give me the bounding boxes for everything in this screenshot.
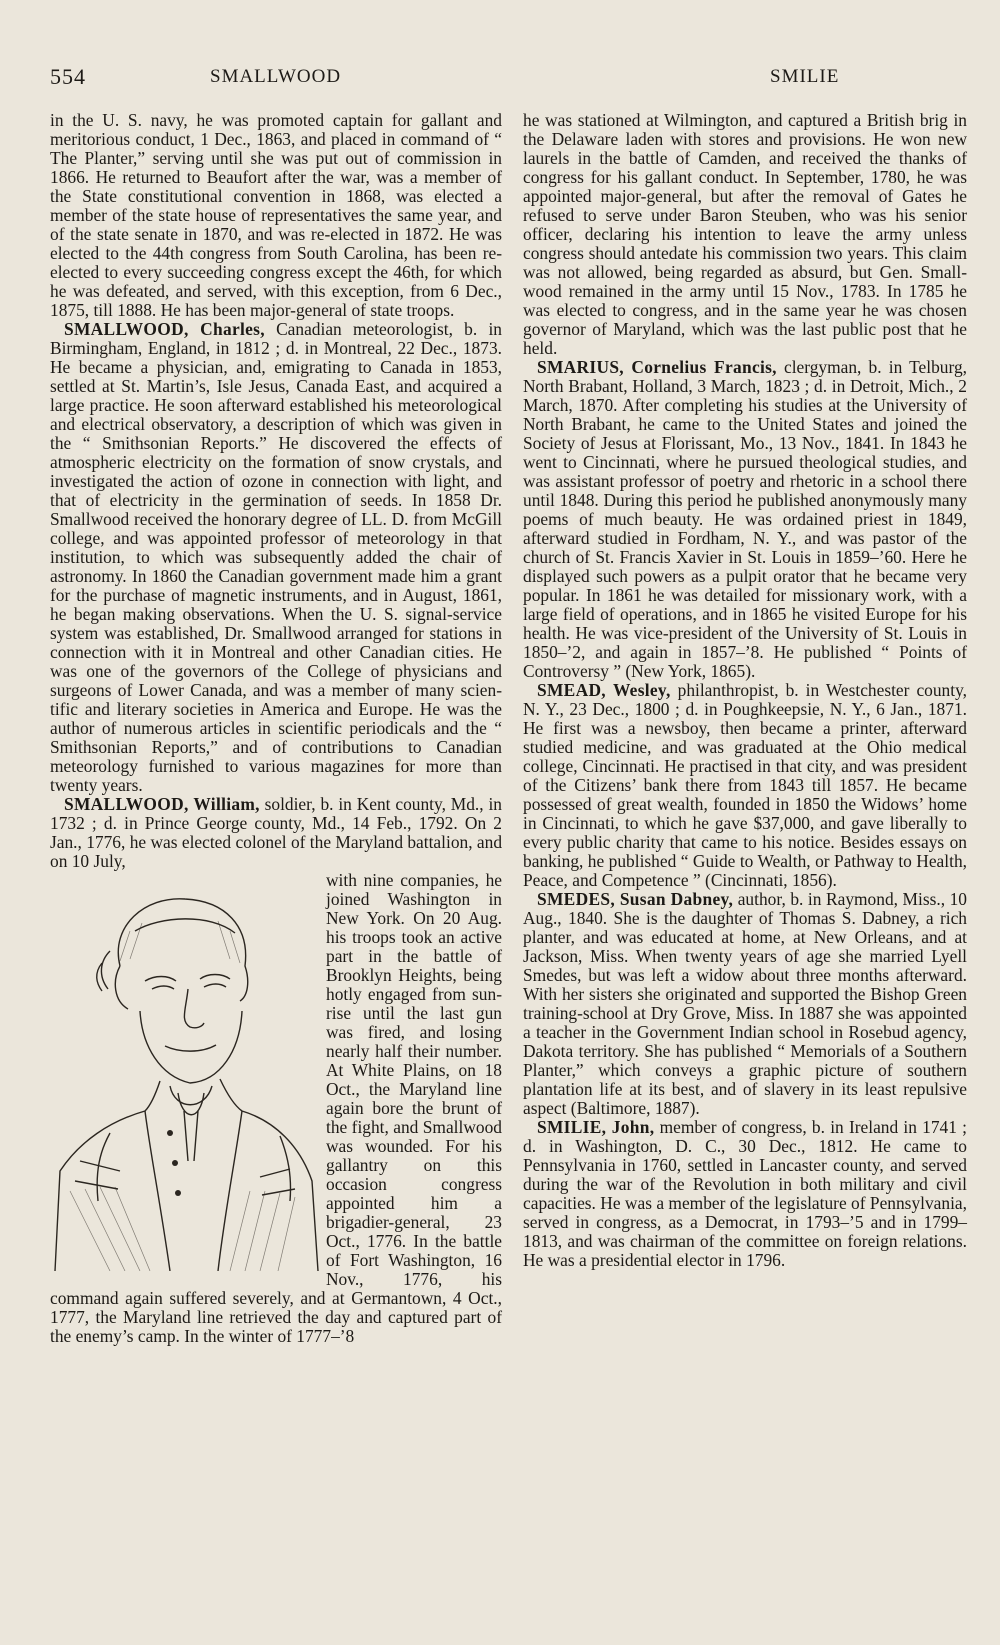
entry-headword: SMALLWOOD, Charles,: [64, 319, 265, 339]
right-running-head: SMILIE: [770, 66, 840, 87]
entry-text: member of congress, b. in Ireland in 1741 ; d. in Washington, D. C., 30 Dec., 1812. He came to Pennsylvania in 1760, settled in Lancaster county, and served during the war of the Revolution in both military and civil capacities. He was a member of the legislature of Pennsylvania, served in congress, as a Democrat, in 1793–’5 and in 1799–1813, and was chairman of the committee on foreign relations. He was a presidential elector in 1796.: [523, 1117, 967, 1270]
portrait-engraving: [50, 871, 320, 1271]
smallwood-portrait-image: [50, 871, 320, 1271]
entry-headword: SMARIUS, Cornelius Francis,: [537, 357, 777, 377]
left-column: [50, 111, 502, 1346]
entry-text: Canadian meteorologist, b. in Birmingham, England, in 1812 ; d. in Montreal, 22 Dec., 1873. He became a physician, and, emigrating to Canada in 1853, settled at St. Martin’s, Isle Jesus, Canada East, and acquired a large practice. He soon afterward established his meteorological and electrical observatory, a description of which was given in the “ Smithsonian Reports.” He discovered the effects of atmospheric electricity on the formation of snow crystals, and investigated the action of ozone in connection with light, and that of electricity in the germination of seeds. In 1858 Dr. Smallwood received the honorary degree of LL. D. from McGill college, and was appointed professor of meteorology in that institution, to which was subsequently added the chair of astronomy. In 1860 the Canadian government made him a grant for the purchase of magnetic instruments, and in August, 1861, he began making observations. When the U. S. signal-service system was established, Dr. Smallwood arranged for stations in connection with it in Montreal and other Canadian cities. He was one of the governors of the College of physicians and surgeons of Lower Canada, and was a member of many scientific and literary societies in America and Europe. He was the author of numerous articles in scientific periodicals and the “ Smithsonian Reports,” and of contributions to Canadian meteorology furnished to various magazines for more than twenty years.: [50, 319, 502, 795]
portrait-wrap: [50, 871, 502, 1346]
entry-smallwood-charles: [50, 320, 502, 795]
entry-text: soldier, b. in Kent county, Md., in 1732 ; d. in Prince George county, Md., 14 Feb., 1792. On 2 Jan., 1776, he was elected colonel of the Maryland battalion, and on 10 July,: [50, 794, 503, 871]
entry-headword: SMEAD, Wesley,: [537, 680, 671, 700]
entry-smedes: [523, 890, 967, 1118]
entry-smilie: [523, 1118, 967, 1270]
right-column: [523, 111, 967, 1270]
page-number: 554: [50, 64, 86, 89]
entry-smarius: [523, 358, 967, 681]
entry-text: philanthropist, b. in Westchester county, N. Y., 23 Dec., 1800 ; d. in Poughkeepsie, N. Y., 6 Jan., 1871. He first was a newsboy, then became a printer, afterward studied medicine, and was graduated at the Ohio medical college, Cincinnati. He practised in that city, and was president of the Citizens’ bank there from 1843 till 1857. He became possessed of great wealth, founded in 1850 the Widows’ home in Cincinnati, to which he gave $37,000, and gave liberally to every public charity that came to his notice. Besides essays on banking, he published “ Guide to Wealth, or Pathway to Health, Peace, and Competence ” (Cincinnati, 1856).: [523, 680, 967, 890]
entry-text: author, b. in Raymond, Miss., 10 Aug., 1840. She is the daughter of Thomas S. Dabney, a rich planter, and was educated at home, at New Orleans, and at Jackson, Miss. When twenty years of age she married Lyell Smedes, but was left a widow about three months afterward. With her sisters she originated and supported the Bishop Green training-school at Dry Grove, Miss. In 1887 she was appointed a teacher in the Government Indian school in Rosebud agency, Dakota territory. She has published “ Memorials of a Southern Planter,” which conveys a graphic picture of southern plantation life at its best, and of slavery in its least repulsive aspect (Baltimore, 1887).: [523, 889, 967, 1118]
entry-headword: SMALLWOOD, William,: [64, 794, 260, 814]
continued-paragraph: in the U. S. navy, he was promoted captain for gallant and meritorious conduct, 1 Dec., 1863, and placed in command of “ The Planter,” serving until she was put out of commission in 1866. He returned to Beaufort after the war, was a member of the State constitutional convention in 1868, was elected a member of the state house of representatives the same year, and of the state senate in 1870, and was re-elected in 1872. He was elected to the 44th congress from South Carolina, has been re-elected to every succeeding congress except the 46th, for which he was defeated, and served, with this exception, from 6 Dec., 1875, till 1888. He has been major-general of state troops.: [50, 110, 502, 320]
left-running-head: SMALLWOOD: [210, 66, 342, 87]
entry-text-continued: with nine companies, he joined Washington in New York. On 20 Aug. his troops took an active part in the battle of Brooklyn Heights, being hotly engaged from sunrise until the last gun was fired, and losing nearly half their number. At White Plains, on 18 Oct., the Maryland line again bore the brunt of the fight, and Smallwood was wounded. For his gallantry on this occasion congress appointed him a brigadier-general, 23 Oct., 1776. In the battle of Fort Washington, 16 Nov., 1776, his command again suffered severely, and at Germantown, 4 Oct., 1777, the Maryland line retrieved the day and captured part of the enemy’s camp. In the winter of 1777–’8: [50, 870, 502, 1346]
entry-smead: [523, 681, 967, 890]
continued-paragraph: he was stationed at Wilmington, and captured a British brig in the Delaware laden with stores and provisions. He won new laurels in the battle of Camden, and received the thanks of congress for his gallant conduct. In September, 1780, he was appointed major-general, but after the removal of Gates he refused to serve under Baron Steuben, who was his senior officer, declaring his intention to leave the army unless congress should antedate his commission two years. This claim was not allowed, being regarded as absurd, but Gen. Smallwood remained in the army until 15 Nov., 1783. In 1785 he was elected to congress, and in the same year he was chosen governor of Maryland, which was the last public post that he held.: [523, 110, 967, 358]
entry-smallwood-william: [50, 795, 502, 871]
running-header: [50, 60, 950, 94]
entry-text: clergyman, b. in Telburg, North Brabant, Holland, 3 March, 1823 ; d. in Detroit, Mich., 2 March, 1870. After completing his studies at the University of North Brabant, he came to the United States and joined the Society of Jesus at Florissant, Mo., 13 Nov., 1841. In 1843 he went to Cincinnati, where he pursued theological studies, and was assistant professor of poetry and rhetoric in a school there until 1848. During this period he published anonymously many poems of much beauty. He was ordained priest in 1849, afterward studied in Fordham, N. Y., and was pastor of the church of St. Francis Xavier in St. Louis in 1859–’60. Here he displayed such powers as a pulpit orator that he became very popular. In 1861 he was detailed for missionary work, with a large field of operations, and in 1865 he visited Europe for his health. He was vice-president of the University of St. Louis in 1850–’2, and again in 1857–’8. He published “ Points of Controversy ” (New York, 1865).: [523, 357, 967, 681]
entry-headword: SMEDES, Susan Dabney,: [537, 889, 734, 909]
entry-headword: SMILIE, John,: [537, 1117, 655, 1137]
